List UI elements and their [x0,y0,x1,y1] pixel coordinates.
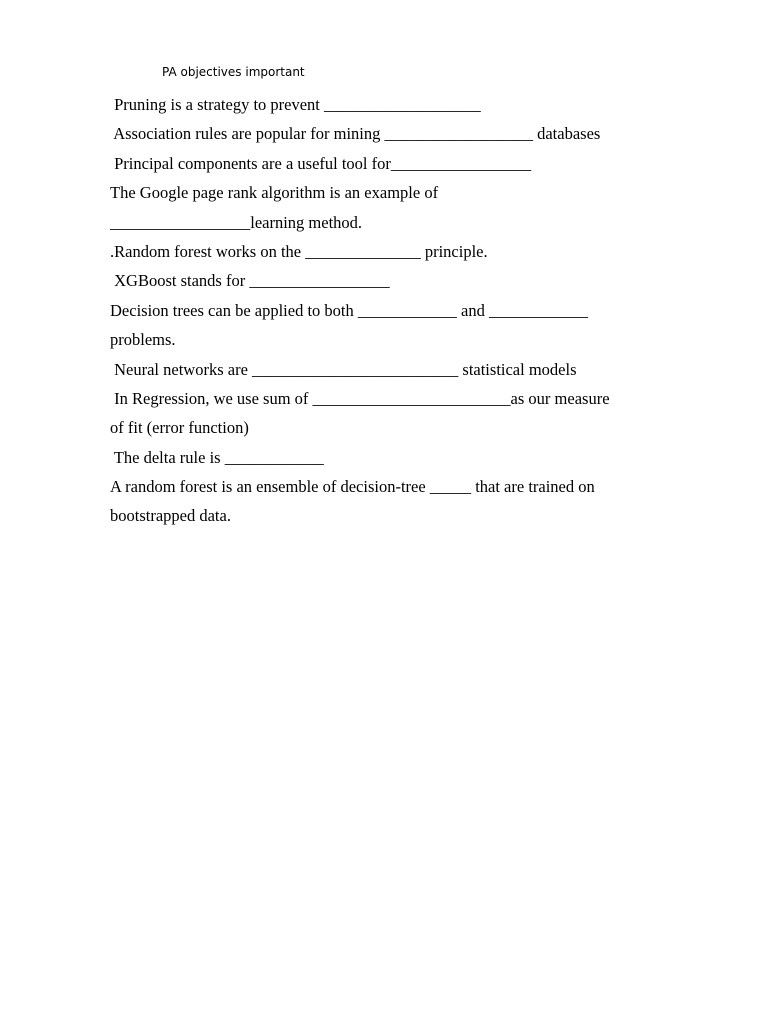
question-list [110,90,710,531]
question-line: A random forest is an ensemble of decision-tree _____ that are trained on [110,477,595,497]
page-heading: PA objectives important [162,65,305,79]
question-line: Decision trees can be applied to both ____________ and ____________ [110,300,588,320]
question-line: bootstrapped data. [110,506,231,526]
question-line: problems. [110,330,176,350]
question-line: .Random forest works on the ______________ principle. [110,241,488,261]
question-line: _________________learning method. [110,212,363,232]
question-line: XGBoost stands for _________________ [110,271,390,291]
question-line: Principal components are a useful tool for_________________ [110,153,532,173]
question-line: Association rules are popular for mining __________________ databases [110,124,601,144]
question-line: The Google page rank algorithm is an example of [110,183,439,203]
question-line: of fit (error function) [110,418,249,438]
question-line: In Regression, we use sum of ________________________as our measure [110,388,610,408]
question-line: Neural networks are _________________________ statistical models [110,359,577,379]
question-line: The delta rule is ____________ [110,447,324,467]
question-line: Pruning is a strategy to prevent ___________________ [110,95,481,114]
